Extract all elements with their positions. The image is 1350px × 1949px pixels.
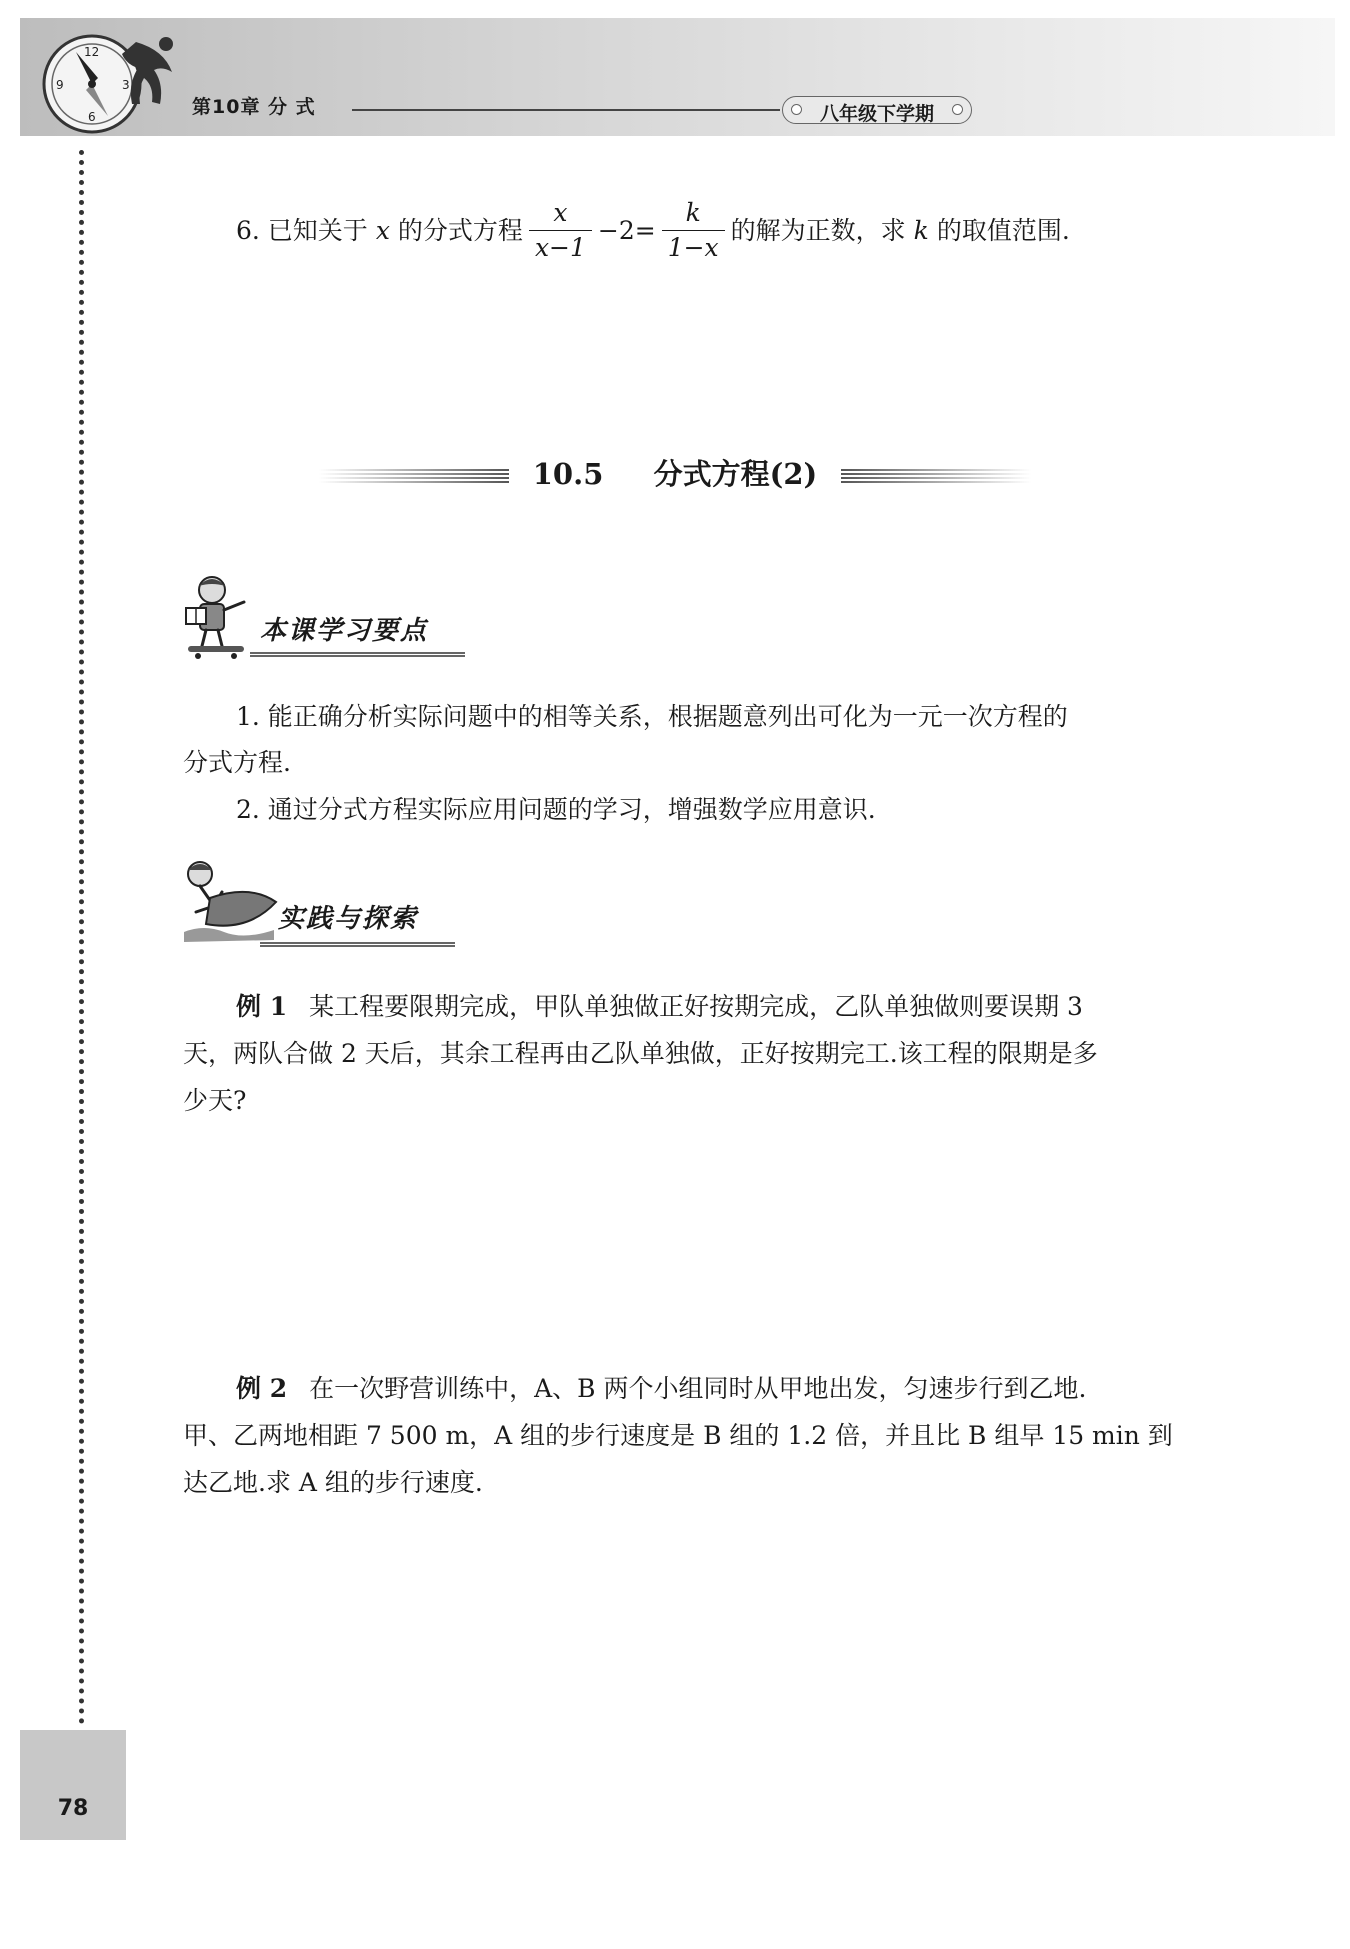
student-surfing-icon <box>180 858 280 950</box>
key-point-1-line-2: 分式方程. <box>183 748 291 777</box>
compass-runner-logo-icon <box>36 22 196 142</box>
example-1-line-1 <box>236 984 1083 1030</box>
example-1-text-1: 某工程要限期完成，甲队单独做正好按期完成，乙队单独做则要误期 3 <box>309 992 1083 1021</box>
q6-var-k: k <box>913 215 929 245</box>
svg-text:12: 12 <box>84 45 100 59</box>
key-point-1-line-1: 1. 能正确分析实际问题中的相等关系，根据题意列出可化为一元一次方程的 <box>236 702 1068 731</box>
section-name: 分式方程(2) <box>653 457 818 491</box>
q6-frac1-denominator: x−1 <box>529 230 592 265</box>
key-points-heading: 本课学习要点 <box>260 616 429 646</box>
q6-frac2-numerator: k <box>685 198 701 227</box>
question-6 <box>236 196 1070 265</box>
header-rule <box>352 109 780 111</box>
chapter-label: 第10章 分 式 <box>192 96 316 118</box>
dotted-margin-line <box>79 150 84 1725</box>
svg-text:3: 3 <box>122 78 130 92</box>
q6-text-mid: 的分式方程 <box>397 215 523 245</box>
section-number: 10.5 <box>532 457 604 491</box>
q6-var-x: x <box>375 215 390 245</box>
section-title <box>0 452 1350 493</box>
grade-label: 八年级下学期 <box>819 103 934 125</box>
example-2-line-3: 达乙地.求 A 组的步行速度. <box>183 1468 483 1497</box>
key-point-2: 2. 通过分式方程实际应用问题的学习，增强数学应用意识. <box>236 795 876 824</box>
q6-text-after: 的解为正数，求 <box>730 215 906 245</box>
example-2-line-1 <box>236 1366 1086 1412</box>
svg-text:6: 6 <box>88 110 96 124</box>
svg-text:9: 9 <box>56 78 64 92</box>
page-number-block <box>20 1730 126 1840</box>
grade-badge <box>782 96 972 124</box>
title-stripe-right <box>841 469 1031 483</box>
example-1-line-3: 少天? <box>183 1086 247 1115</box>
page-number: 78 <box>57 1796 89 1821</box>
q6-fraction-1 <box>529 196 592 265</box>
example-2-label: 例 2 <box>236 1374 288 1403</box>
q6-minus-two: −2= <box>597 215 656 245</box>
example-2-text-1: 在一次野营训练中，A、B 两个小组同时从甲地出发，匀速步行到乙地. <box>309 1374 1087 1403</box>
practice-rule <box>260 942 455 947</box>
q6-frac2-denominator: 1−x <box>662 230 725 265</box>
q6-fraction-2 <box>662 196 725 265</box>
title-stripe-left <box>319 469 509 483</box>
q6-text-end: 的取值范围. <box>936 215 1070 245</box>
badge-dot-right-icon <box>952 104 963 115</box>
key-points-rule <box>250 652 465 657</box>
example-1-label: 例 1 <box>236 992 288 1021</box>
q6-text-before: 6. 已知关于 <box>236 215 368 245</box>
practice-heading: 实践与探索 <box>278 904 419 934</box>
student-reading-book-icon <box>180 572 270 662</box>
practice-banner <box>180 858 460 950</box>
example-1-line-2: 天，两队合做 2 天后，其余工程再由乙队单独做，正好按期完工.该工程的限期是多 <box>183 1039 1098 1068</box>
key-points-banner <box>180 572 470 662</box>
q6-frac1-numerator: x <box>553 198 568 227</box>
example-2-line-2: 甲、乙两地相距 7 500 m，A 组的步行速度是 B 组的 1.2 倍，并且比 B 组早 15 min 到 <box>183 1421 1173 1450</box>
